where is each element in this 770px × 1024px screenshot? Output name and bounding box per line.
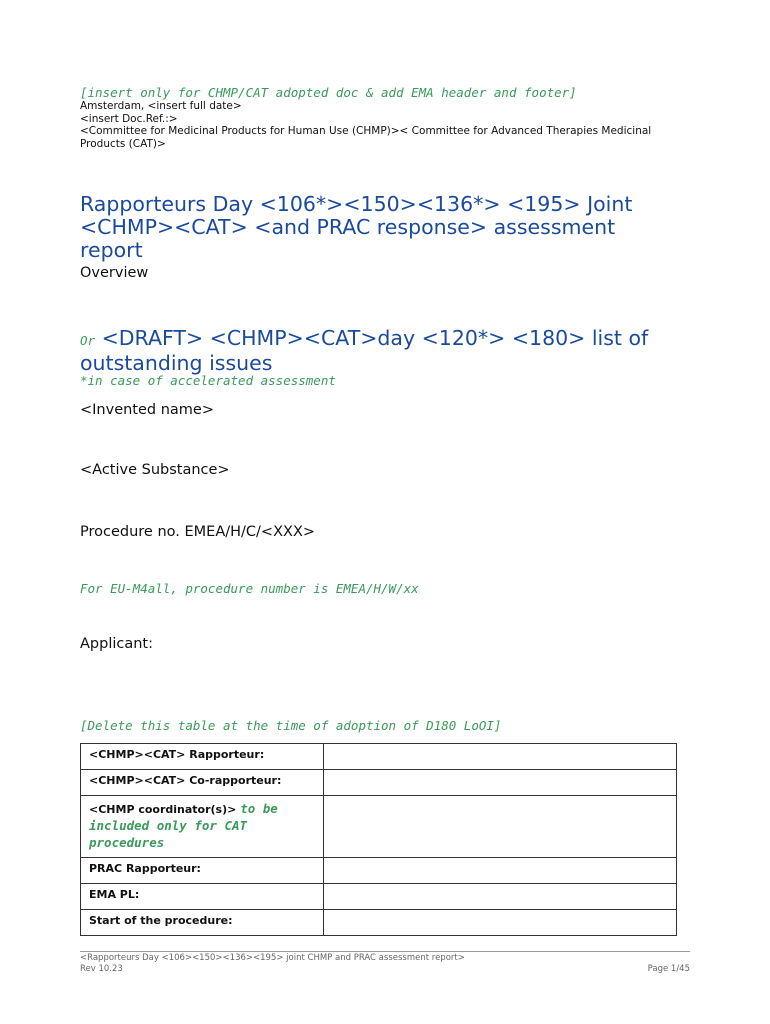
footer-page-number: Page 1/45 bbox=[647, 964, 690, 974]
subtitle-overview: Overview bbox=[80, 265, 149, 281]
table-row-label: <CHMP><CAT> Co-rapporteur: bbox=[81, 770, 324, 796]
table-row-value bbox=[324, 770, 677, 796]
doc-ref: <insert Doc.Ref.:> bbox=[80, 112, 178, 125]
coordinator-label: <CHMP coordinator(s)> bbox=[89, 803, 237, 816]
table-row bbox=[81, 858, 677, 884]
footer-rev: Rev 10.23 bbox=[80, 964, 123, 974]
or-label: Or bbox=[80, 333, 96, 348]
accelerated-footnote: *in case of accelerated assessment bbox=[80, 373, 336, 388]
table-row-label: <CHMP><CAT> Rapporteur: bbox=[81, 744, 324, 770]
table-row-value bbox=[324, 858, 677, 884]
title-line-2: <CHMP><CAT> <and PRAC response> assessment bbox=[80, 215, 616, 239]
main-title bbox=[80, 193, 700, 262]
table-row bbox=[81, 910, 677, 936]
invented-name: <Invented name> bbox=[80, 402, 214, 418]
table-row-label: EMA PL: bbox=[81, 884, 324, 910]
active-substance: <Active Substance> bbox=[80, 462, 230, 478]
eu-m4all-note: For EU-M4all, procedure number is EMEA/H/W/xx bbox=[80, 581, 419, 596]
alt-title-line-2: outstanding issues bbox=[80, 351, 273, 375]
title-line-1: Rapporteurs Day <106*><150><136*> <195> Joint bbox=[80, 192, 633, 216]
table-row bbox=[81, 770, 677, 796]
table-row-value bbox=[324, 910, 677, 936]
coordinator-note: to be included only for CAT procedures bbox=[89, 801, 278, 850]
table-row-label: Start of the procedure: bbox=[81, 910, 324, 936]
applicant-label: Applicant: bbox=[80, 636, 154, 652]
table-row bbox=[81, 884, 677, 910]
committee-line: <Committee for Medicinal Products for Human Use (CHMP)>< Committee for Advanced Therapies Medicinal Products (CAT)> bbox=[80, 125, 652, 150]
table-row-label-coordinator bbox=[81, 796, 324, 858]
alt-title bbox=[80, 327, 700, 375]
header-note: [insert only for CHMP/CAT adopted doc & add EMA header and footer] bbox=[80, 85, 577, 100]
rapporteur-table bbox=[80, 743, 677, 936]
footer-doc-title: <Rapporteurs Day <106><150><136><195> joint CHMP and PRAC assessment report> bbox=[80, 953, 465, 963]
table-row bbox=[81, 796, 677, 858]
procedure-number: Procedure no. EMEA/H/C/<XXX> bbox=[80, 524, 316, 540]
place-date: Amsterdam, <insert full date> bbox=[80, 100, 242, 112]
footer-divider bbox=[80, 951, 690, 952]
delete-table-note: [Delete this table at the time of adoption of D180 LoOI] bbox=[80, 718, 502, 733]
table-row-value bbox=[324, 744, 677, 770]
title-line-3: report bbox=[80, 238, 143, 262]
table-row-value bbox=[324, 884, 677, 910]
table-row bbox=[81, 744, 677, 770]
table-row-value bbox=[324, 796, 677, 858]
table-row-label: PRAC Rapporteur: bbox=[81, 858, 324, 884]
alt-title-line-1: <DRAFT> <CHMP><CAT>day <120*> <180> list of bbox=[101, 326, 649, 350]
